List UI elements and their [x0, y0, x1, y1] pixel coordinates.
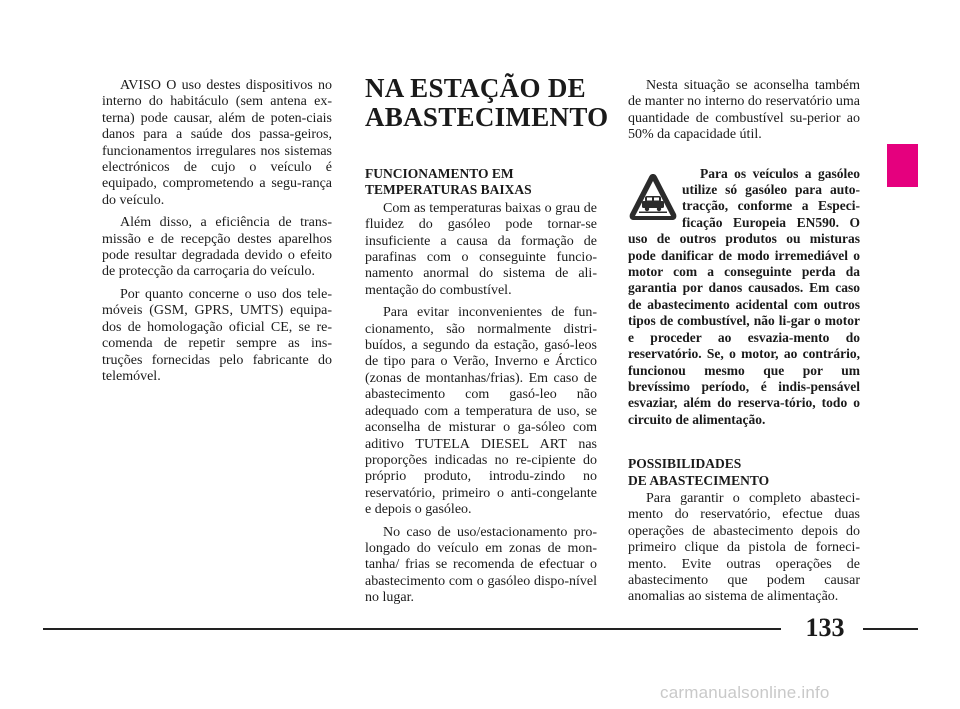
paragraph: Para evitar inconvenientes de fun-cionamento, são normalmente distri-buídos, a segundo da estação, gasó-leos de tipo para o Verão, Inverno e Árctico (zonas de montanhas/frias). Em caso de abastecimento com gasó-leo não adequado com a temperatura de uso, se aconselha de misturar o ga-sóleo com aditivo TUTELA DIESEL ART nas proporções indicadas no re-cipiente do próprio produto, introdu-zindo no reservatório, primeiro o anti-congelante e depois o gasóleo.	[365, 305, 597, 518]
watermark: carmanualsonline.info	[660, 683, 830, 702]
subheading-line: DE ABASTECIMENTO	[628, 472, 770, 488]
section-tab-marker	[887, 144, 918, 187]
warning-triangle-icon	[628, 172, 678, 222]
paragraph: AVISO O uso destes dispositivos no interno do habitáculo (sem antena ex-terna) pode causar, além de poten-ciais danos para a saúde dos passa-geiros, funcionamentos irregulares nos sistemas electrónicos de cujo o veículo é equipado, comprometendo a segu-rança do veículo.	[102, 78, 332, 208]
subheading	[365, 166, 597, 199]
section-title-line: ABASTECIMENTO	[365, 102, 609, 132]
paragraph: Com as temperaturas baixas o grau de fluidez do gasóleo pode tornar-se insuficiente a causa da formação de parafinas com o conseguinte funcio-namento anormal do sistema de ali-mentação do combustível.	[365, 200, 597, 298]
section-title-line: NA ESTAÇÃO DE	[365, 73, 586, 103]
paragraph: No caso de uso/estacionamento pro-longado do veículo em zonas de mon-tanha/ frias se recomenda de efectuar o abastecimento com o gasóleo dispo-nível no lugar.	[365, 524, 597, 606]
paragraph: Por quanto concerne o uso dos tele-móveis (GSM, GPRS, UMTS) equipa-dos de homologação oficial CE, se re-comenda de repetir sempre as ins-truções fornecidas pelo fabricante do telemóvel.	[102, 286, 332, 384]
paragraph: Nesta situação se aconselha também de manter no interno do reservatório uma quantidade de combustível su-perior ao 50% da capacidade útil.	[628, 78, 860, 143]
subheading-line: TEMPERATURAS BAIXAS	[365, 182, 532, 198]
section-title	[365, 73, 609, 132]
subheading-line: POSSIBILIDADES	[628, 456, 742, 472]
subheading	[628, 456, 860, 489]
subheading-line: FUNCIONAMENTO EM	[365, 166, 514, 181]
footer-rule	[863, 628, 918, 630]
warning-box	[628, 166, 860, 435]
paragraph: Para garantir o completo abasteci-mento do reservatório, efectue duas operações de abastecimento depois do primeiro clique da pistola de forneci-mento. Evite outras operações de abastecimento que podem causar anomalias ao sistema de alimentação.	[628, 490, 860, 605]
footer-rule	[43, 628, 781, 630]
column-right	[628, 78, 860, 612]
paragraph: Além disso, a eficiência de trans-missão e de recepção destes aparelhos pode resultar degradada devido o efeito de protecção da carroçaria do veículo.	[102, 215, 332, 280]
column-middle	[365, 73, 609, 613]
warning-text: Para os veículos a gasóleo utilize só gasóleo para auto-tracção, conforme a Especi-ficação Europeia EN590. O uso de outros produtos ou misturas pode danificar de modo irremediável o motor com a conseguinte perda da garantia por danos causados. Em caso de abastecimento acidental com outros tipos de combustível, não li-gar o motor e proceder ao esvazia-mento do reservatório. Se, o motor, ao contrário, funcionou mesmo que por um brevíssimo período, é indis-pensável esvaziar, além do reserva-tório, todo o circuito de alimentação.	[628, 165, 860, 427]
page-number: 133	[805, 613, 845, 642]
column-left	[102, 78, 332, 391]
